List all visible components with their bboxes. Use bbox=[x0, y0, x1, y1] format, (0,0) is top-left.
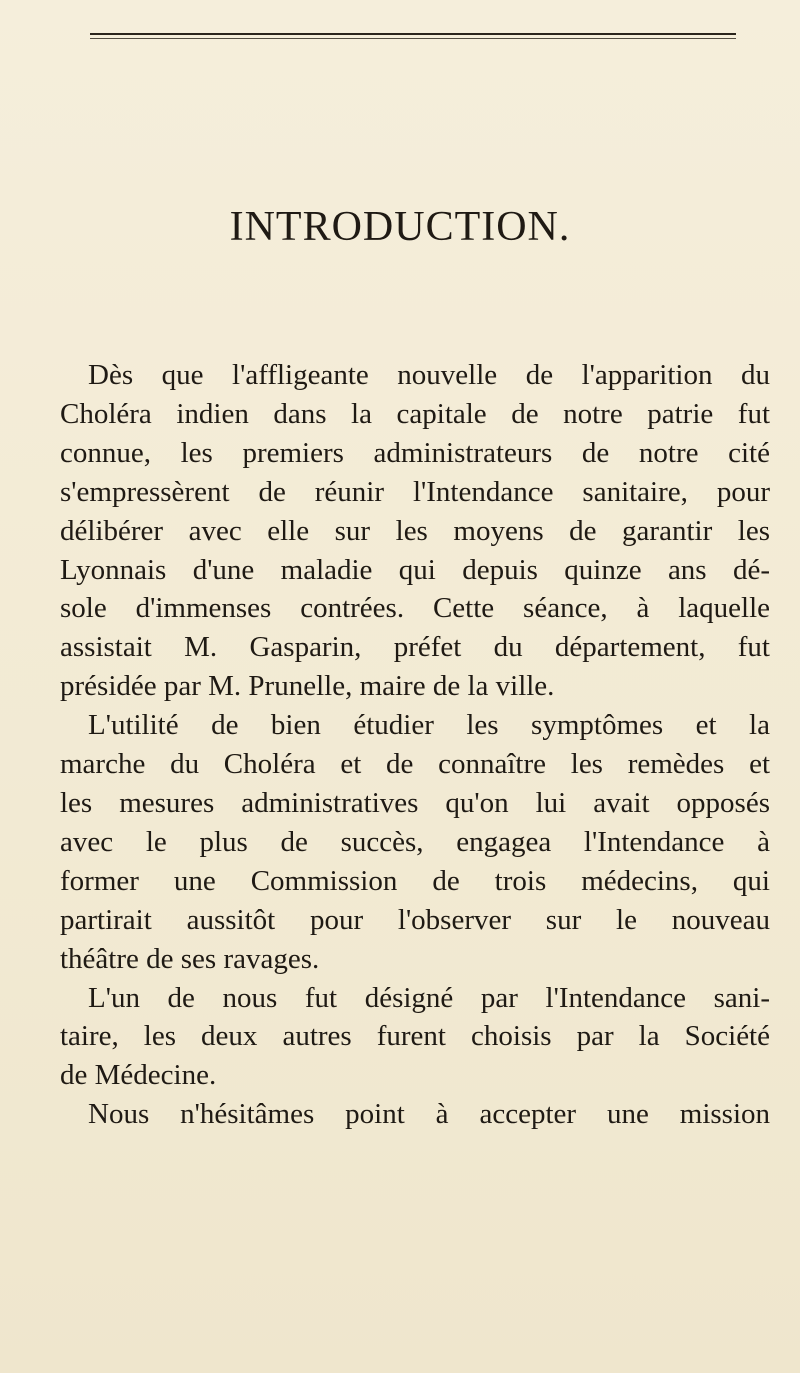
text-line: s'empressèrent de réunir l'Intendance sanitaire, pour bbox=[60, 475, 770, 508]
text-line: avec le plus de succès, engagea l'Intendance à bbox=[60, 825, 770, 858]
body-text bbox=[60, 356, 770, 1134]
text-line: assistait M. Gasparin, préfet du département, fut bbox=[60, 631, 770, 664]
text-line: de Médecine. bbox=[60, 1059, 217, 1092]
text-line: taire, les deux autres furent choisis par la Société bbox=[60, 1020, 770, 1053]
text-line: délibérer avec elle sur les moyens de garantir les bbox=[60, 514, 770, 547]
text-line: sole d'immenses contrées. Cette séance, à laquelle bbox=[60, 592, 770, 625]
text-line: Lyonnais d'une maladie qui depuis quinze ans dé- bbox=[60, 553, 770, 586]
text-line: former une Commission de trois médecins, qui bbox=[60, 864, 770, 897]
text-line: Choléra indien dans la capitale de notre patrie fut bbox=[60, 397, 770, 430]
text-line: partirait aussitôt pour l'observer sur le nouveau bbox=[60, 903, 770, 936]
text-line: Dès que l'affligeante nouvelle de l'apparition du bbox=[88, 359, 770, 391]
text-line: L'un de nous fut désigné par l'Intendance sani- bbox=[88, 981, 770, 1014]
text-line: théâtre de ses ravages. bbox=[60, 942, 320, 975]
page-title: INTRODUCTION. bbox=[229, 204, 571, 250]
header-rule-top bbox=[90, 33, 736, 35]
text-line: L'utilité de bien étudier les symptômes et la bbox=[88, 709, 770, 742]
text-line: Nous n'hésitâmes point à accepter une mission bbox=[88, 1098, 770, 1131]
header-rule-bottom bbox=[90, 38, 736, 39]
text-line: connue, les premiers administrateurs de notre cité bbox=[60, 436, 770, 469]
text-line: présidée par M. Prunelle, maire de la ville. bbox=[60, 670, 555, 703]
text-line: les mesures administratives qu'on lui avait opposés bbox=[60, 786, 770, 819]
text-line: marche du Choléra et de connaître les remèdes et bbox=[60, 748, 770, 781]
